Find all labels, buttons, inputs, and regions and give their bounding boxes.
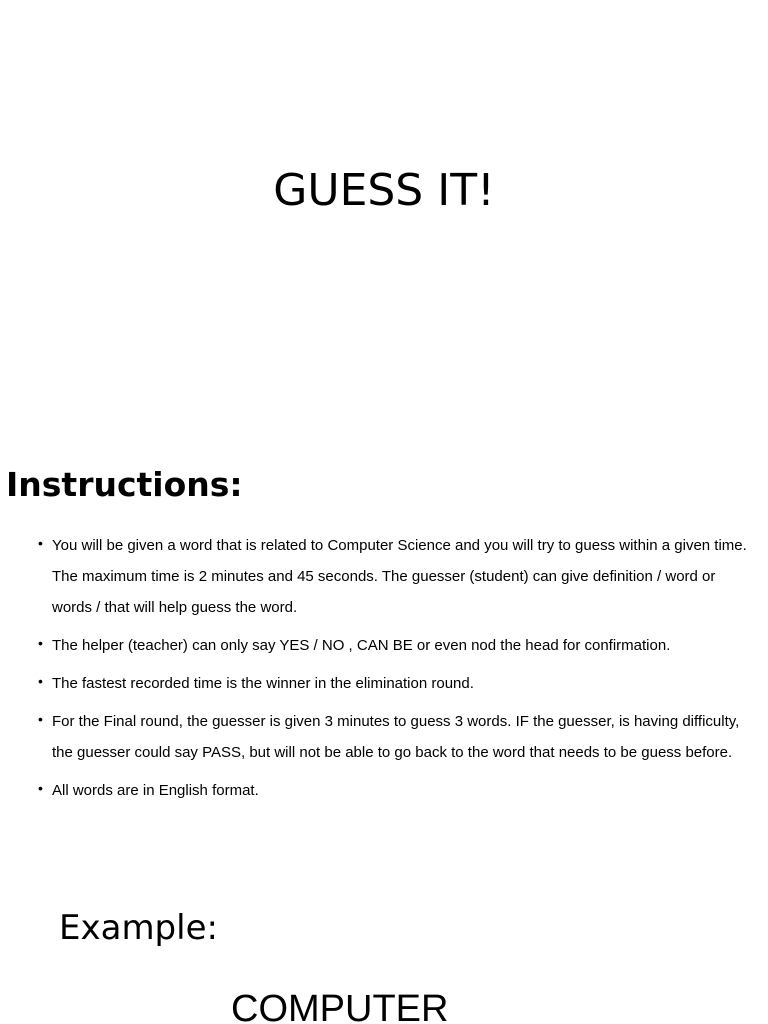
list-item-text: All words are in English format. xyxy=(52,782,259,799)
bullet-icon: • xyxy=(38,711,43,727)
list-item-text: For the Final round, the guesser is given 3 minutes to guess 3 words. IF the guesser, is having difficulty, the guesser could say PASS, but will not be able to go back to the word that needs to be guess before. xyxy=(52,713,740,761)
bullet-icon: • xyxy=(38,635,43,651)
example-label: Example: xyxy=(59,908,218,948)
list-item xyxy=(0,668,768,699)
page-title: GUESS IT! xyxy=(273,165,495,216)
bullet-icon: • xyxy=(38,673,43,689)
instructions-list xyxy=(0,530,768,813)
bullet-icon: • xyxy=(38,535,43,551)
list-item xyxy=(0,775,768,806)
list-item-text: The helper (teacher) can only say YES / NO , CAN BE or even nod the head for confirmation. xyxy=(52,637,671,654)
instructions-heading: Instructions: xyxy=(6,465,243,504)
list-item-text: The fastest recorded time is the winner in the elimination round. xyxy=(52,675,474,692)
list-item xyxy=(0,630,768,661)
example-word: COMPUTER xyxy=(231,988,449,1024)
bullet-icon: • xyxy=(38,780,43,796)
list-item-text: You will be given a word that is related to Computer Science and you will try to guess within a given time. The maximum time is 2 minutes and 45 seconds. The guesser (student) can give definition / word or words / that will help guess the word. xyxy=(52,537,747,616)
list-item xyxy=(0,706,768,768)
list-item xyxy=(0,530,768,623)
